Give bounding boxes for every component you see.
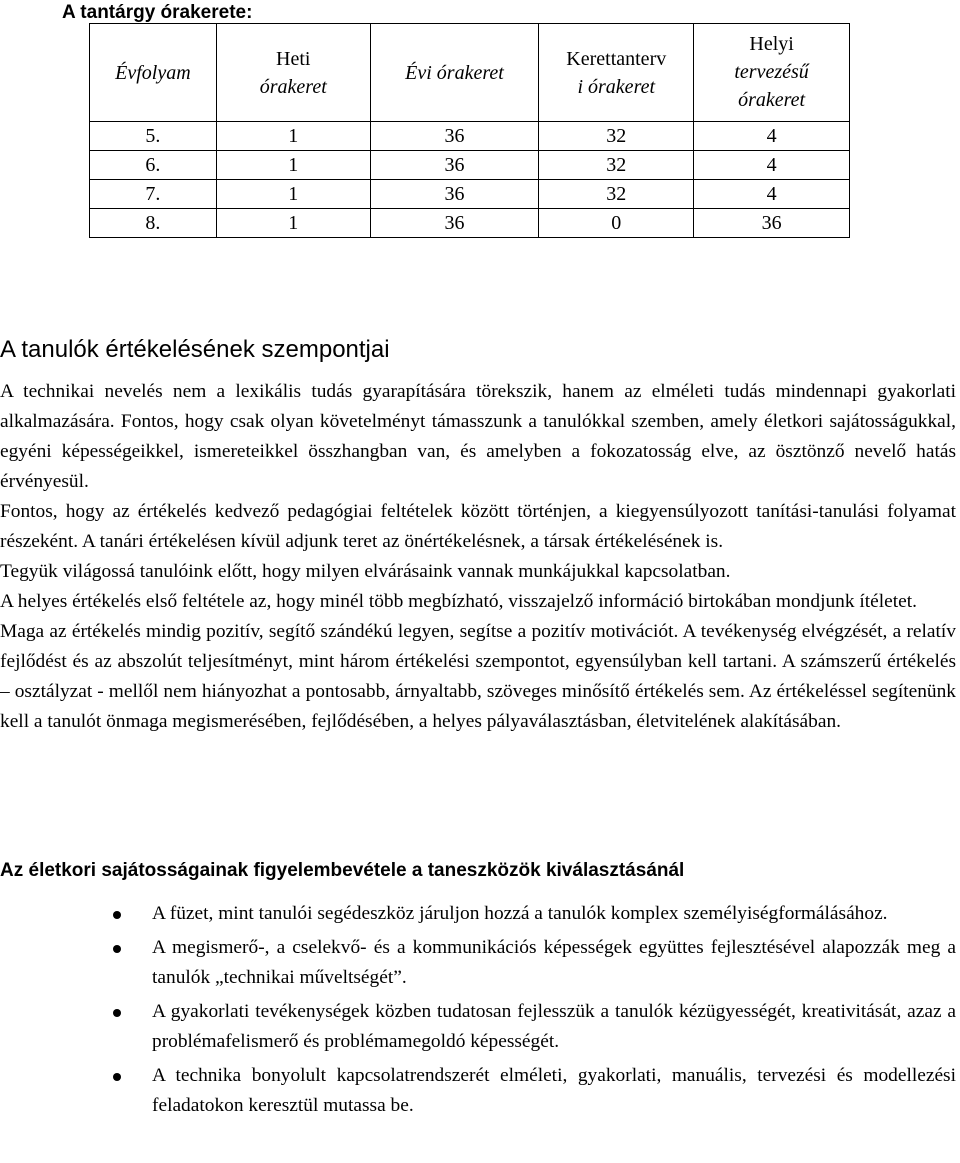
table-cell: 32: [539, 122, 694, 151]
paragraph: A technikai nevelés nem a lexikális tudás gyarapítására törekszik, hanem az elméleti tudás mindennapi gyakorlati alkalmazására. Fontos, hogy csak olyan követelményt támasszunk a tanulókkal szemben, amely életkori sajátosságukkal, egyéni képességeikkel, ismereteikkel összhangban van, és amelyben a fokozatosság elve, az ösztönző nevelő hatás érvényesül.: [0, 381, 956, 492]
table-cell: 36: [370, 122, 539, 151]
header-evi: Évi órakeret: [370, 24, 539, 122]
table-cell: 36: [694, 209, 850, 238]
list-item-text: A technika bonyolult kapcsolatrendszerét elméleti, gyakorlati, manuális, tervezési és modellezési feladatokon keresztül mutassa be.: [152, 1065, 956, 1116]
table-cell: 1: [216, 209, 370, 238]
list-item-text: A megismerő-, a cselekvő- és a kommunikációs képességek együttes fejlesztésével alapozzák meg a tanulók „technikai műveltségét”.: [152, 937, 956, 988]
table-cell: 4: [694, 180, 850, 209]
table-cell: 7.: [90, 180, 217, 209]
table-cell: 8.: [90, 209, 217, 238]
table-header-row: [90, 24, 850, 122]
table-title: A tantárgy órakerete:: [62, 2, 253, 23]
table-row: [90, 151, 850, 180]
table-cell: 4: [694, 151, 850, 180]
table-row: [90, 209, 850, 238]
table-cell: 36: [370, 180, 539, 209]
header-kerettanterv: Kerettanterv i órakeret: [539, 24, 694, 122]
table-cell: 6.: [90, 151, 217, 180]
list-item-text: A füzet, mint tanulói segédeszköz járuljon hozzá a tanulók komplex személyiségformálásához.: [152, 903, 888, 924]
list-item-text: A gyakorlati tevékenységek közben tudatosan fejlesszük a tanulók kézügyességét, kreativitását, azaz a problémafelismerő és problémamegoldó képességét.: [152, 1001, 956, 1052]
table-cell: 0: [539, 209, 694, 238]
paragraph: Maga az értékelés mindig pozitív, segítő szándékú legyen, segítse a pozitív motivációt. A tevékenység elvégzését, a relatív fejlődést és az abszolút teljesítményt, mint három értékelési szempontot, egyensúlyban kell tartani. A számszerű értékelés – osztályzat - mellől nem hiányozhat a pontosabb, árnyaltabb, szöveges minősítő értékelés sem. Az értékeléssel segítenünk kell a tanulót önmaga megismerésében, fejlődésében, a helyes pályaválasztásban, életvitelének alakításában.: [0, 621, 956, 732]
list-item: [0, 997, 956, 1057]
section-title-assessment: A tanulók értékelésének szempontjai: [0, 336, 390, 363]
table-cell: 4: [694, 122, 850, 151]
table-row: [90, 122, 850, 151]
header-helyi: Helyi tervezésű órakeret: [694, 24, 850, 122]
bullet-list: [0, 899, 956, 1121]
paragraph: Fontos, hogy az értékelés kedvező pedagógiai feltételek között történjen, a kiegyensúlyozott tanítási-tanulási folyamat részeként. A tanári értékelésen kívül adjunk teret az önértékelésnek, a társak értékelésének is.: [0, 501, 956, 552]
header-evfolyam: Évfolyam: [90, 24, 217, 122]
section-title-tools: Az életkori sajátosságainak figyelembevétele a taneszközök kiválasztásánál: [0, 860, 685, 881]
table-cell: 1: [216, 180, 370, 209]
hours-table: [89, 23, 850, 238]
list-item: [0, 1061, 956, 1121]
header-heti: Heti órakeret: [216, 24, 370, 122]
bullet-icon: [113, 945, 121, 953]
table-cell: 1: [216, 151, 370, 180]
table-cell: 32: [539, 180, 694, 209]
table-cell: 5.: [90, 122, 217, 151]
list-item: [0, 899, 956, 929]
bullet-icon: [113, 911, 121, 919]
paragraph: A helyes értékelés első feltétele az, hogy minél több megbízható, visszajelző információ birtokában mondjunk ítéletet.: [0, 591, 917, 612]
table-cell: 1: [216, 122, 370, 151]
table-cell: 32: [539, 151, 694, 180]
bullet-icon: [113, 1009, 121, 1017]
paragraph: Tegyük világossá tanulóink előtt, hogy milyen elvárásaink vannak munkájukkal kapcsolatban.: [0, 561, 731, 582]
table-row: [90, 180, 850, 209]
assessment-text: [0, 377, 956, 737]
list-item: [0, 933, 956, 993]
table-cell: 36: [370, 209, 539, 238]
bullet-icon: [113, 1073, 121, 1081]
table-cell: 36: [370, 151, 539, 180]
